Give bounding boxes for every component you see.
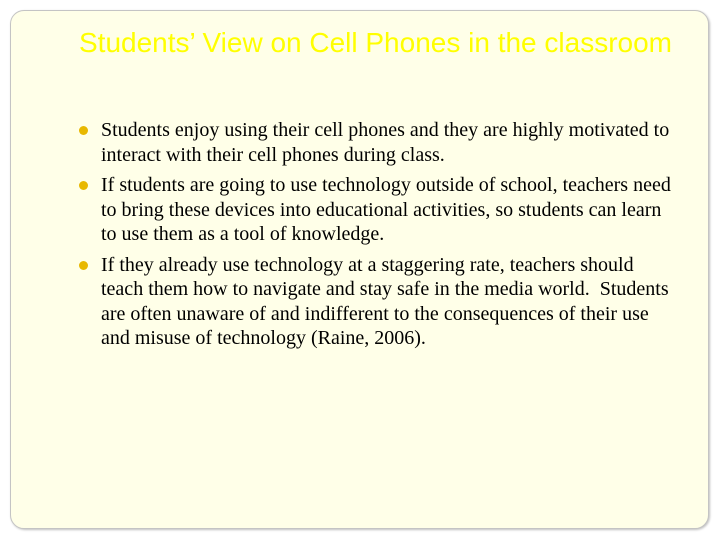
bullet-list — [79, 118, 679, 357]
bullet-item — [79, 118, 679, 167]
bullet-item — [79, 253, 679, 351]
slide-title: Students’ View on Cell Phones in the classroom — [79, 27, 672, 58]
bullet-text: If students are going to use technology outside of school, teachers need to bring these devices into educational activities, so students can learn to use them as a tool of knowledge. — [101, 174, 676, 245]
bullet-dot-icon — [79, 126, 88, 135]
bullet-dot-icon — [79, 261, 88, 270]
bullet-item — [79, 173, 679, 247]
bullet-dot-icon — [79, 181, 88, 190]
bullet-text: If they already use technology at a staggering rate, teachers should teach them how to navigate and stay safe in the media world. Students are often unaware of and indifferent to the consequences of their use and misuse of technology (Raine, 2006). — [101, 253, 674, 349]
bullet-text: Students enjoy using their cell phones and they are highly motivated to interact with their cell phones during class. — [101, 119, 675, 166]
